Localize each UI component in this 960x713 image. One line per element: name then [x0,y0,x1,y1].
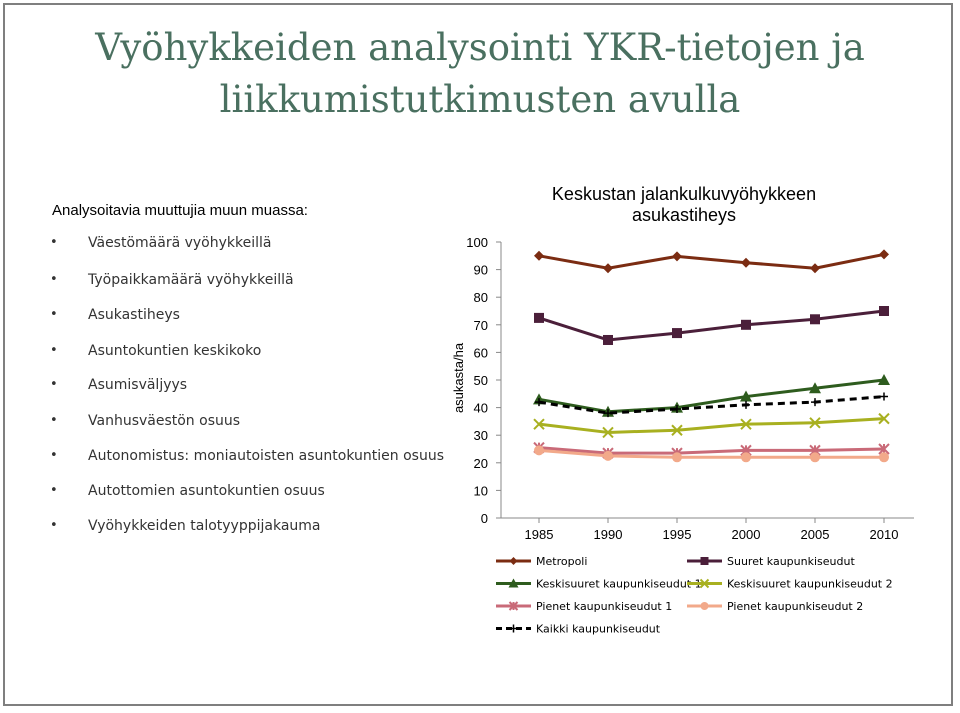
y-axis-label: asukasta/ha [451,342,466,414]
legend-label: Keskisuuret kaupunkiseudut 2 [727,577,893,591]
y-tick-label: 50 [473,373,488,388]
series-marker [879,249,889,259]
slide-title: Vyöhykkeiden analysointi YKR-tietojen ja liikkumistutkimusten avulla [95,26,865,121]
bullet-marker: • [50,343,58,358]
series-marker [534,445,544,455]
bullet-marker: • [50,413,58,428]
series-marker [603,263,613,273]
x-tick-label: 1995 [662,527,692,542]
series-group [534,249,889,273]
bullet-marker: • [50,448,58,463]
series-marker [879,452,889,462]
legend-label: Pienet kaupunkiseudut 1 [536,600,673,613]
series-marker [741,452,751,462]
series-marker [810,452,820,462]
y-tick-label: 0 [480,511,488,526]
legend-label: Keskisuuret kaupunkiseudut 1 [536,577,702,591]
legend-item [687,555,855,568]
legend-label: Metropoli [536,555,588,568]
legend-item [687,578,893,591]
x-tick-label: 2000 [731,527,761,542]
chart-title-line-2: asukastiheys [631,205,737,225]
series-marker [672,251,682,261]
series-marker [879,306,889,316]
y-tick-label: 40 [473,400,488,416]
series-marker [811,398,819,406]
series-marker [810,314,820,324]
density-line-chart [430,170,935,650]
legend-label: Pienet kaupunkiseudut 2 [727,600,864,613]
series-group [534,306,889,345]
plot-area [466,235,914,542]
series-marker [672,452,682,462]
series-marker [741,258,751,268]
bullet-marker: • [50,307,58,322]
series-marker [672,328,682,338]
series-marker [534,313,544,323]
legend-item [496,600,672,613]
bullet-marker: • [50,518,58,533]
series-marker [701,602,709,610]
series-marker [742,401,750,409]
y-tick-label: 10 [473,483,488,499]
series-line [539,254,884,268]
legend-label: Kaikki kaupunkiseudut [536,622,661,636]
series-marker [603,335,613,345]
legend-item [496,578,702,591]
y-tick-label: 30 [473,428,488,444]
bullet-marker: • [50,377,58,392]
y-tick-label: 80 [473,290,488,306]
series-marker [810,263,820,273]
y-tick-label: 100 [466,235,488,250]
y-tick-label: 20 [473,455,488,471]
legend-item [496,623,661,636]
series-group [535,393,888,418]
bullet-list-heading: Analysoitavia muuttujia muun muassa: [52,202,308,219]
series-line [539,419,884,433]
bullet-marker: • [50,235,58,250]
series-line [539,448,884,454]
x-tick-label: 1990 [593,527,623,542]
series-marker [603,451,613,461]
x-tick-label: 1985 [524,527,554,542]
series-line [539,397,884,414]
chart-title-line-1: Keskustan jalankulkuvyöhykkeen [551,184,817,204]
chart-legend [496,555,893,636]
series-marker [701,557,709,565]
legend-item [687,600,863,613]
y-tick-label: 70 [473,317,488,333]
bullet-marker: • [50,272,58,287]
series-marker [534,251,544,261]
bullet-marker: • [50,483,58,498]
series-group [534,414,889,438]
legend-label: Suuret kaupunkiseudut [727,555,855,568]
x-tick-label: 2010 [869,527,899,542]
series-marker [510,557,518,565]
series-marker [880,393,888,401]
series-line [539,311,884,340]
series-marker [510,625,518,633]
series-group [534,445,889,462]
y-tick-label: 60 [473,345,488,361]
x-tick-label: 2005 [800,527,830,542]
legend-item [496,555,587,568]
series-marker [741,320,751,330]
y-tick-label: 90 [473,262,488,278]
